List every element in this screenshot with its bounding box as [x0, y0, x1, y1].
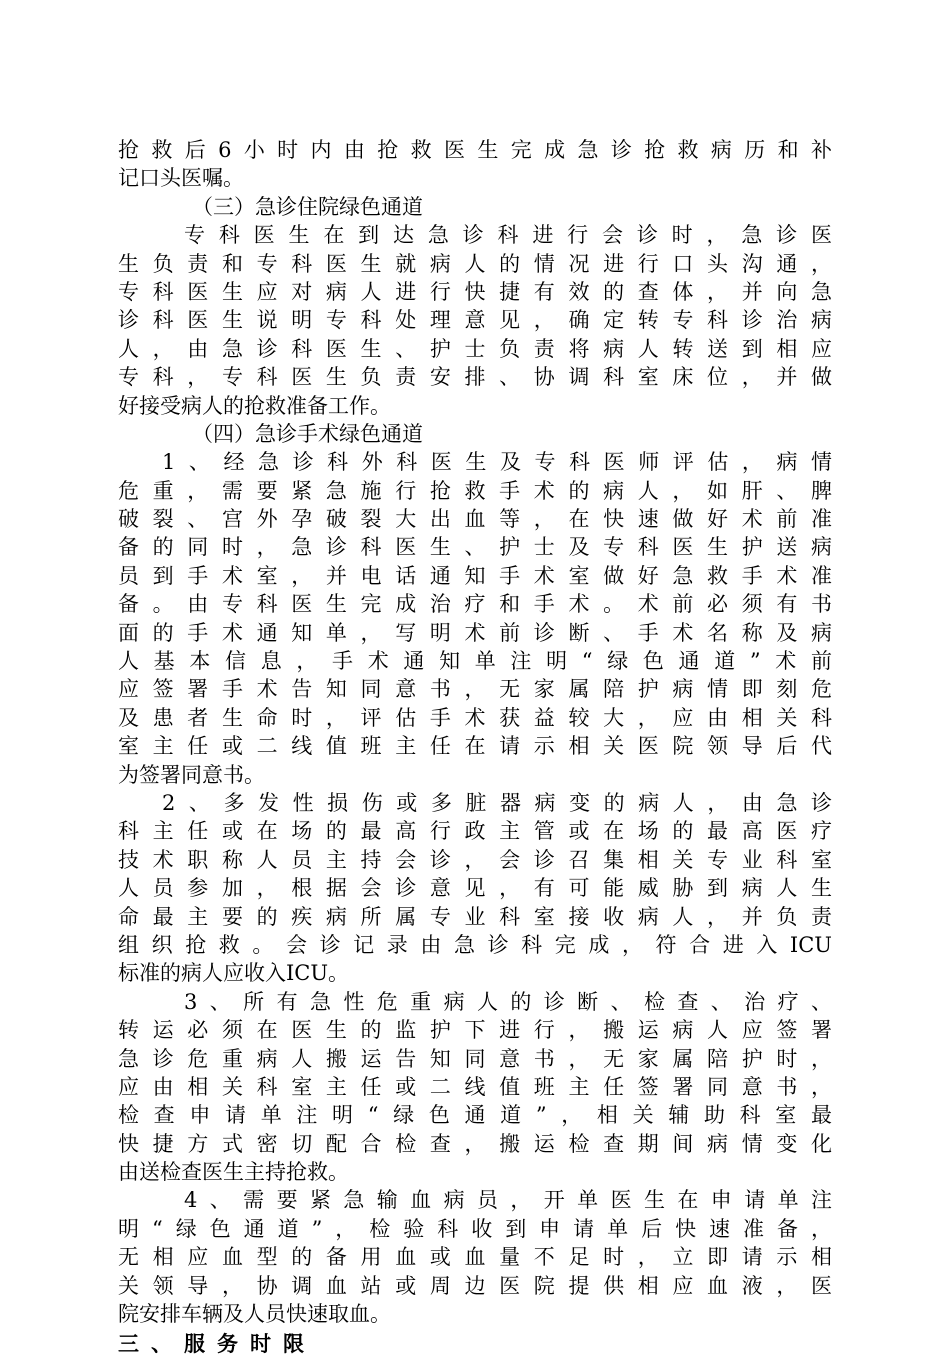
text-line: 无相应血型的备用血或血量不足时，立即请示相 [118, 1245, 832, 1270]
text-line: 检查申请单注明“绿色通道”，相关辅助科室最 [118, 1103, 832, 1128]
text-line: 明“绿色通道”，检验科收到申请单后快速准备， [118, 1216, 832, 1241]
paragraph-lines [118, 136, 832, 1328]
text-line: 抢救后6小时内由抢救医生完成急诊抢救病历和补 [118, 138, 832, 162]
text-line: 4、需要紧急输血病员，开单医生在申请单注 [184, 1188, 832, 1213]
text-line: 1、经急诊科外科医生及专科医师评估，病情 [162, 450, 832, 475]
text-line: 专科医生在到达急诊科进行会诊时，急诊医 [184, 223, 832, 248]
text-line: 专科，专科医生负责安排、协调科室床位，并做 [118, 365, 832, 390]
text-line: 快捷方式密切配合检查，搬运检查期间病情变化 [118, 1131, 832, 1156]
text-line: 危重，需要紧急施行抢救手术的病人，如肝、脾 [118, 478, 832, 503]
subsection-heading: （四）急诊手术绿色通道 [192, 421, 423, 446]
text-line: 诊科医生说明专科处理意见，确定转专科诊治病 [118, 308, 832, 333]
text-line: 标准的病人应收入ICU。 [118, 961, 350, 986]
text-line: 命最主要的疾病所属专业科室接收病人，并负责 [118, 904, 832, 929]
text-line: 备的同时，急诊科医生、护士及专科医生护送病 [118, 535, 832, 560]
text-line: 转运必须在医生的监护下进行，搬运病人应签署 [118, 1018, 832, 1043]
text-line: 备。由专科医生完成治疗和手术。术前必须有书 [118, 592, 832, 617]
text-line: 2、多发性损伤或多脏器病变的病人，由急诊 [162, 790, 832, 815]
text-line: 人，由急诊科医生、护士负责将病人转送到相应 [118, 336, 832, 361]
text-line: 科主任或在场的最高行政主管或在场的最高医疗 [118, 819, 832, 844]
document-body [118, 136, 832, 1360]
text-line: 好接受病人的抢救准备工作。 [118, 393, 391, 418]
text-line: 为签署同意书。 [118, 762, 265, 787]
text-line: 关领导，协调血站或周边医院提供相应血液，医 [118, 1273, 832, 1298]
text-line: 室主任或二线值班主任在请示相关医院领导后代 [118, 734, 832, 759]
text-line: 面的手术通知单，写明术前诊断、手术名称及病 [118, 620, 832, 645]
text-line: 破裂、宫外孕破裂大出血等，在快速做好术前准 [118, 507, 832, 532]
text-line: 人基本信息，手术通知单注明“绿色通道”术前 [118, 649, 832, 674]
text-line: 组织抢救。会诊记录由急诊科完成，符合进入ICU [118, 932, 832, 957]
text-line: 院安排车辆及人员快速取血。 [118, 1302, 391, 1327]
text-line: 生负责和专科医生就病人的情况进行口头沟通， [118, 251, 832, 276]
text-line: 急诊危重病人搬运告知同意书，无家属陪护时， [118, 1046, 832, 1071]
text-line: 员到手术室，并电话通知手术室做好急救手术准 [118, 563, 832, 588]
text-line: 3、所有急性危重病人的诊断、检查、治疗、 [184, 989, 832, 1014]
text-line: 应签署手术告知同意书，无家属陪护病情即刻危 [118, 677, 832, 702]
subsection-heading: （三）急诊住院绿色通道 [192, 194, 423, 219]
text-line: 专科医生应对病人进行快捷有效的查体，并向急 [118, 279, 832, 304]
text-line: 记口头医嘱。 [118, 166, 244, 191]
text-line: 由送检查医生主持抢救。 [118, 1160, 349, 1185]
text-line: 技术职称人员主持会诊，会诊召集相关专业科室 [118, 847, 832, 872]
text-line: 及患者生命时，评估手术获益较大，应由相关科 [118, 705, 832, 730]
section-heading: 三、服务时限 [118, 1332, 316, 1357]
text-line: 应由相关科室主任或二线值班主任签署同意书， [118, 1074, 832, 1099]
text-line: 人员参加，根据会诊意见，有可能威胁到病人生 [118, 876, 832, 901]
